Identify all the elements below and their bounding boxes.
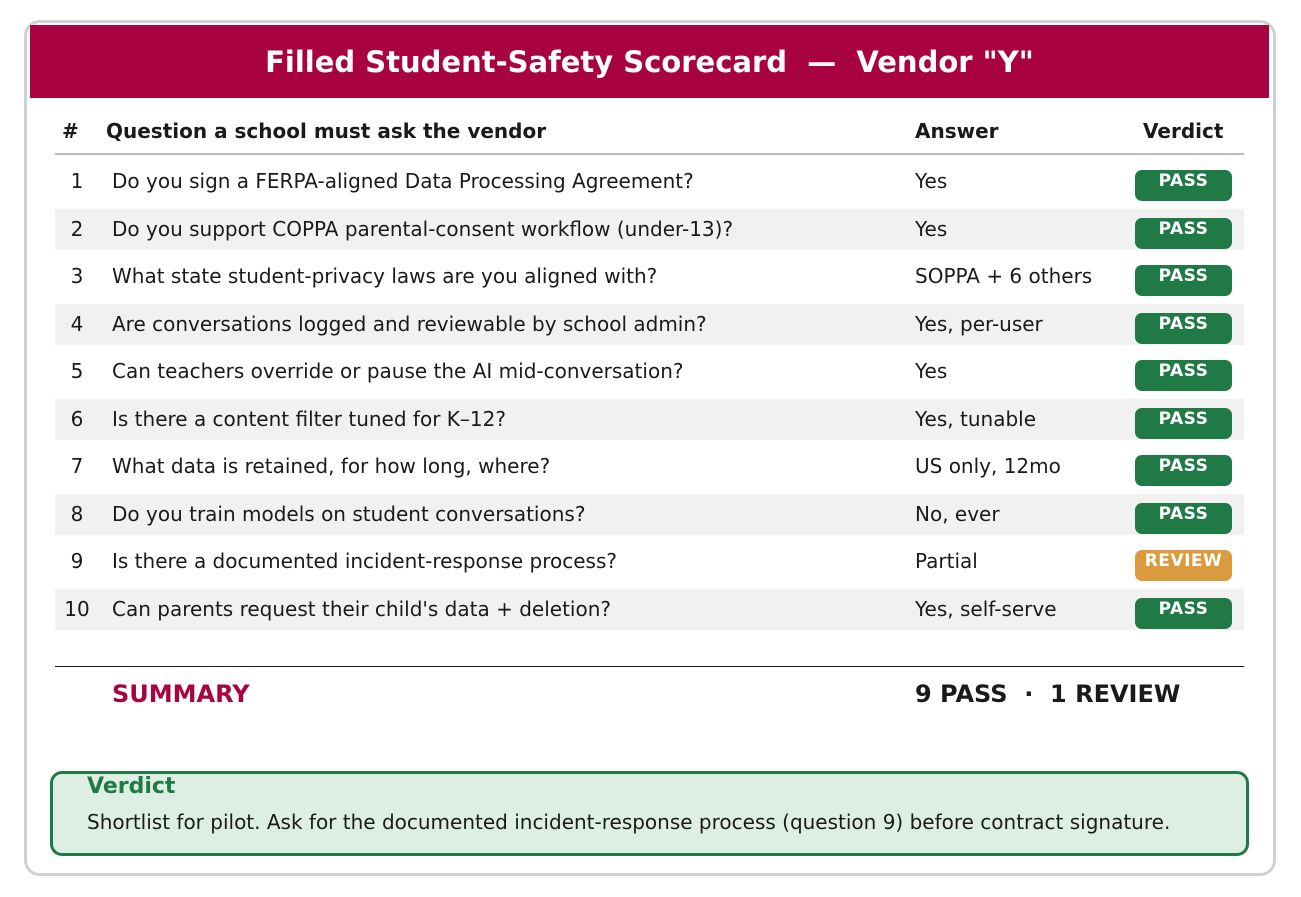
pass-badge: PASS	[1135, 455, 1232, 486]
header-divider	[55, 153, 1244, 155]
row-number: 3	[70, 264, 84, 288]
row-question: Is there a content filter tuned for K–12?	[112, 407, 506, 431]
summary-label: SUMMARY	[112, 680, 250, 708]
row-answer: Yes, per-user	[915, 312, 1043, 336]
row-number: 5	[70, 359, 84, 383]
row-number: 2	[70, 217, 84, 241]
row-number: 9	[70, 549, 84, 573]
table-row	[55, 161, 1244, 202]
row-question: What data is retained, for how long, where?	[112, 454, 551, 478]
pass-badge: PASS	[1135, 408, 1232, 439]
table-row	[55, 494, 1244, 535]
summary-divider	[55, 666, 1244, 667]
row-question: Do you train models on student conversations?	[112, 502, 586, 526]
col-header-verdict: Verdict	[1143, 119, 1224, 143]
row-question: Are conversations logged and reviewable by school admin?	[112, 312, 707, 336]
row-answer: Yes	[915, 169, 948, 193]
row-answer: No, ever	[915, 502, 1000, 526]
col-header-num: #	[62, 119, 79, 143]
row-number: 1	[70, 169, 84, 193]
pass-badge: PASS	[1135, 313, 1232, 344]
row-question: Can parents request their child's data + deletion?	[112, 597, 611, 621]
col-header-question: Question a school must ask the vendor	[106, 119, 547, 143]
pass-badge: PASS	[1135, 265, 1232, 296]
table-row	[55, 589, 1244, 630]
summary-value: 9 PASS · 1 REVIEW	[915, 680, 1181, 708]
row-question: Do you sign a FERPA-aligned Data Processing Agreement?	[112, 169, 694, 193]
pass-badge: PASS	[1135, 170, 1232, 201]
row-answer: Partial	[915, 549, 978, 573]
row-number: 7	[70, 454, 84, 478]
table-row	[55, 351, 1244, 392]
verdict-title: Verdict	[87, 774, 176, 799]
pass-badge: PASS	[1135, 360, 1232, 391]
table-row	[55, 256, 1244, 297]
pass-badge: PASS	[1135, 503, 1232, 534]
row-number: 6	[70, 407, 84, 431]
row-number: 4	[70, 312, 84, 336]
review-badge: REVIEW	[1135, 550, 1232, 581]
table-row	[55, 541, 1244, 582]
table-row	[55, 399, 1244, 440]
row-answer: US only, 12mo	[915, 454, 1061, 478]
row-answer: Yes, self-serve	[915, 597, 1057, 621]
row-answer: Yes, tunable	[915, 407, 1037, 431]
row-question: Do you support COPPA parental-consent workflow (under-13)?	[112, 217, 734, 241]
col-header-answer: Answer	[915, 119, 999, 143]
table-row	[55, 446, 1244, 487]
verdict-text: Shortlist for pilot. Ask for the documented incident-response process (question 9) before contract signature.	[87, 810, 1171, 834]
pass-badge: PASS	[1135, 598, 1232, 629]
table-row	[55, 304, 1244, 345]
pass-badge: PASS	[1135, 218, 1232, 249]
row-answer: Yes	[915, 217, 948, 241]
row-question: Is there a documented incident-response process?	[112, 549, 618, 573]
table-row	[55, 209, 1244, 250]
row-number: 8	[70, 502, 84, 526]
row-answer: Yes	[915, 359, 948, 383]
row-answer: SOPPA + 6 others	[915, 264, 1093, 288]
page-title: Filled Student-Safety Scorecard — Vendor "Y"	[30, 25, 1269, 98]
row-number: 10	[64, 597, 90, 621]
row-question: Can teachers override or pause the AI mid-conversation?	[112, 359, 684, 383]
row-question: What state student-privacy laws are you aligned with?	[112, 264, 658, 288]
